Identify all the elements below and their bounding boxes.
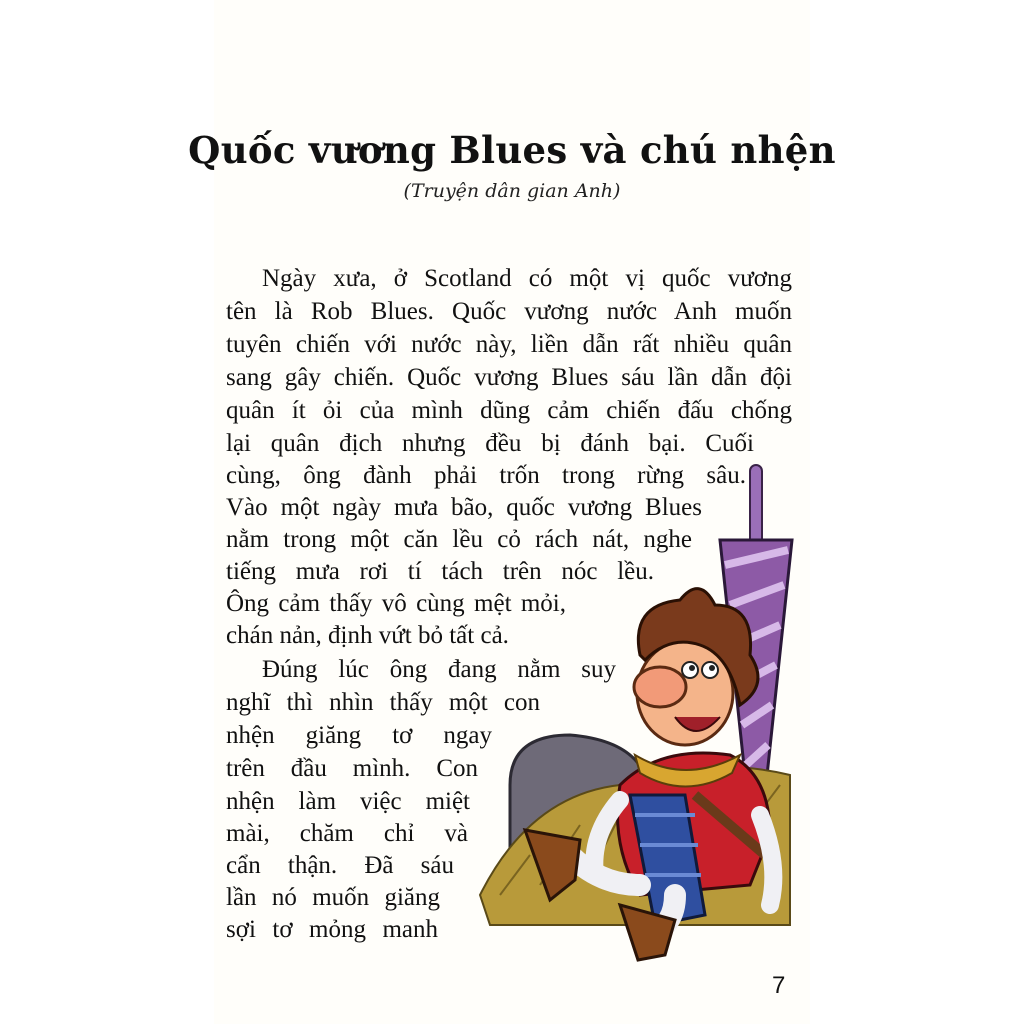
text-line: lần nó muốn giăng [226,884,440,911]
text-line: sợi tơ mỏng manh [226,916,438,943]
text-line: chán nản, định vứt bỏ tất cả. [226,622,509,649]
text-line: Ông cảm thấy vô cùng mệt mỏi, [226,590,566,617]
text-line: nhện giăng tơ ngay [226,722,492,749]
text-line: tuyên chiến với nước này, liền dẫn rất nhiều quân [226,331,792,358]
text-line: cùng, ông đành phải trốn trong rừng sâu. [226,462,746,489]
text-line: cẩn thận. Đã sáu [226,852,454,879]
text-line: sang gây chiến. Quốc vương Blues sáu lần dẫn đội [226,364,792,391]
text-line: nghĩ thì nhìn thấy một con [226,689,540,716]
text-line: nhện làm việc miệt [226,788,470,815]
text-line: nằm trong một căn lều cỏ rách nát, nghe [226,526,692,553]
text-line: Ngày xưa, ở Scotland có một vị quốc vương [262,265,792,292]
text-line: mài, chăm chỉ và [226,820,468,847]
page-number: 7 [772,972,786,999]
text-line: Đúng lúc ông đang nằm suy [262,656,616,683]
story-title: Quốc vương Blues và chú nhện [188,128,836,172]
text-line: tiếng mưa rơi tí tách trên nóc lều. [226,558,654,585]
text-line: tên là Rob Blues. Quốc vương nước Anh muốn [226,298,792,325]
story-subtitle: (Truyện dân gian Anh) [403,180,621,202]
text-line: trên đầu mình. Con [226,755,478,782]
text-line: quân ít ỏi của mình dũng cảm chiến đấu chống [226,397,792,424]
text-line: lại quân địch nhưng đều bị đánh bại. Cuối [226,430,754,457]
king-sitting-on-straw-icon [470,455,800,965]
text-line: Vào một ngày mưa bão, quốc vương Blues [226,494,702,521]
